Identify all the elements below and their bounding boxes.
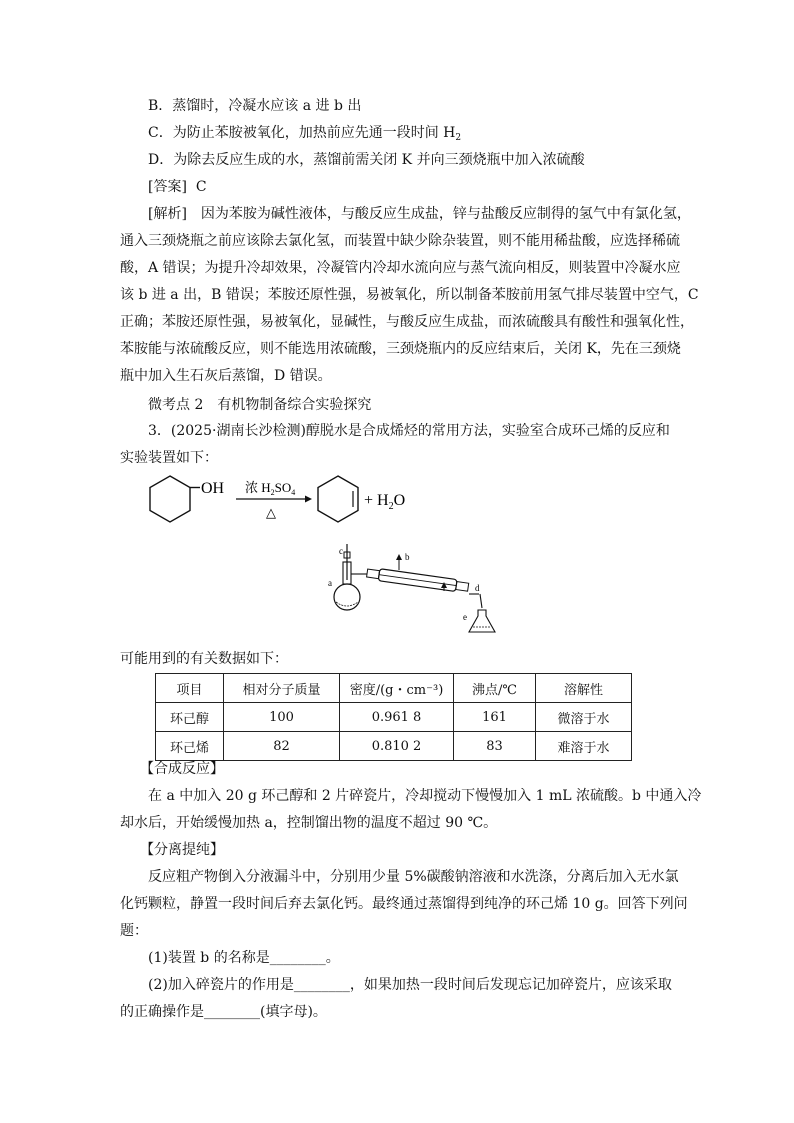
table-cell: 环己烯	[156, 732, 224, 761]
analysis-line: 瓶中加入生石灰后蒸馏，D 错误。	[120, 368, 332, 384]
synthesis-heading: 【合成反应】	[140, 761, 224, 777]
outlet-arrow	[396, 554, 402, 560]
label-e: e	[463, 612, 467, 622]
header-cell: 项目	[156, 674, 224, 703]
distillation-apparatus	[325, 530, 500, 638]
table-cell: 0.810 2	[340, 732, 454, 761]
header-cell: 沸点/℃	[454, 674, 536, 703]
subquestion-2-line2: 的正确操作是________(填字母)。	[120, 1004, 327, 1020]
flask-liquid	[336, 602, 358, 606]
receiving-flask	[469, 610, 495, 632]
heat-condition: △	[266, 505, 276, 520]
synthesis-line: 却水后，开始缓慢加热 a，控制馏出物的温度不超过 90 ℃。	[120, 815, 498, 831]
question-3-line1: 3．(2025·湖南长沙检测)醇脱水是合成烯烃的常用方法，实验室合成环己烯的反应和	[148, 423, 670, 439]
label-b: b	[405, 552, 410, 562]
reagent-label: 浓 $H_2SO_4$	[245, 480, 296, 497]
question-3-line2: 实验装置如下：	[120, 450, 218, 466]
synthesis-line: 在 a 中加入 20 g 环己醇和 2 片碎瓷片，冷却搅动下慢慢加入 1 mL 浓硫酸。b 中通入冷	[148, 788, 702, 804]
inlet-arrow	[441, 582, 447, 588]
table-cell: 161	[454, 703, 536, 732]
analysis-line: 通入三颈烧瓶之前应该除去氯化氢，而装置中缺少除杂装置，则不能用稀盐酸，应选择稀硫	[120, 233, 680, 249]
reaction-equation	[140, 470, 440, 530]
answer-value: C	[195, 179, 207, 195]
label-d: d	[475, 583, 480, 593]
header-cell: 密度/(g・cm⁻³)	[340, 674, 454, 703]
subquestion-1: (1)装置 b 的名称是________。	[148, 950, 340, 966]
purification-line: 题：	[120, 923, 148, 939]
condenser	[366, 567, 469, 593]
table-intro: 可能用到的有关数据如下：	[120, 651, 288, 667]
option-c-subscript: 2	[455, 133, 462, 143]
option-c	[148, 124, 461, 147]
analysis-line: 苯胺能与浓硫酸反应，则不能选用浓硫酸，三颈烧瓶内的反应结束后，关闭 K，先在三颈烧	[120, 341, 681, 357]
distilling-flask	[334, 584, 360, 610]
arrow-head	[305, 496, 312, 503]
analysis-line: 酸，A 错误；为提升冷却效果，冷凝管内冷却水流向应与蒸气流向相反，则装置中冷凝水应	[120, 260, 681, 276]
analysis-line: 该 b 进 a 出，B 错误；苯胺还原性强，易被氧化，所以制备苯胺前用氢气排尽装置中空气，C	[120, 287, 699, 303]
answer-line	[148, 178, 207, 196]
adapter-drop	[480, 594, 482, 608]
purification-line: 化钙颗粒，静置一段时间后弃去氯化钙。最终通过蒸馏得到纯净的环己烯 10 g。回答下列问	[120, 896, 688, 912]
section-title: 微考点 2 有机物制备综合实验探究	[148, 397, 372, 413]
header-cell: 相对分子质量	[224, 674, 340, 703]
table-row	[156, 732, 632, 761]
table-cell: 环己醇	[156, 703, 224, 732]
cyclohexanol-ring	[150, 476, 190, 522]
option-c-text: C．为防止苯胺被氧化，加热前应先通一段时间 H	[148, 125, 456, 141]
analysis-line: 正确；苯胺还原性强，易被氧化，显碱性，与酸反应生成盐，而浓硫酸具有酸性和强氧化性，	[120, 314, 694, 330]
table-cell: 83	[454, 732, 536, 761]
table-cell: 微溶于水	[536, 703, 632, 732]
water-product: + $H_2O$	[364, 492, 406, 512]
table-cell: 0.961 8	[340, 703, 454, 732]
cyclohexene-ring	[318, 476, 358, 522]
table-header-row	[156, 674, 632, 703]
purification-line: 反应粗产物倒入分液漏斗中，分别用少量 5%碳酸钠溶液和水洗涤，分离后加入无水氯	[148, 869, 679, 885]
oh-label: OH	[201, 480, 225, 497]
label-a: a	[328, 578, 332, 588]
table-cell: 100	[224, 703, 340, 732]
answer-label: [答案]	[148, 179, 187, 195]
table-row	[156, 703, 632, 732]
label-c: c	[339, 546, 343, 556]
data-table	[155, 673, 632, 761]
option-d: D．为除去反应生成的水，蒸馏前需关闭 K 并向三颈烧瓶中加入浓硫酸	[148, 152, 585, 168]
subquestion-2-line1: (2)加入碎瓷片的作用是________，如果加热一段时间后发现忘记加碎瓷片，应该采取	[148, 977, 672, 993]
analysis-line: [解析] 因为苯胺为碱性液体，与酸反应生成盐，锌与盐酸反应制得的氢气中有氯化氢，	[148, 206, 691, 222]
table-cell: 难溶于水	[536, 732, 632, 761]
table-cell: 82	[224, 732, 340, 761]
option-b: B．蒸馏时，冷凝水应该 a 进 b 出	[148, 98, 362, 114]
purification-heading: 【分离提纯】	[140, 842, 224, 858]
header-cell: 溶解性	[536, 674, 632, 703]
